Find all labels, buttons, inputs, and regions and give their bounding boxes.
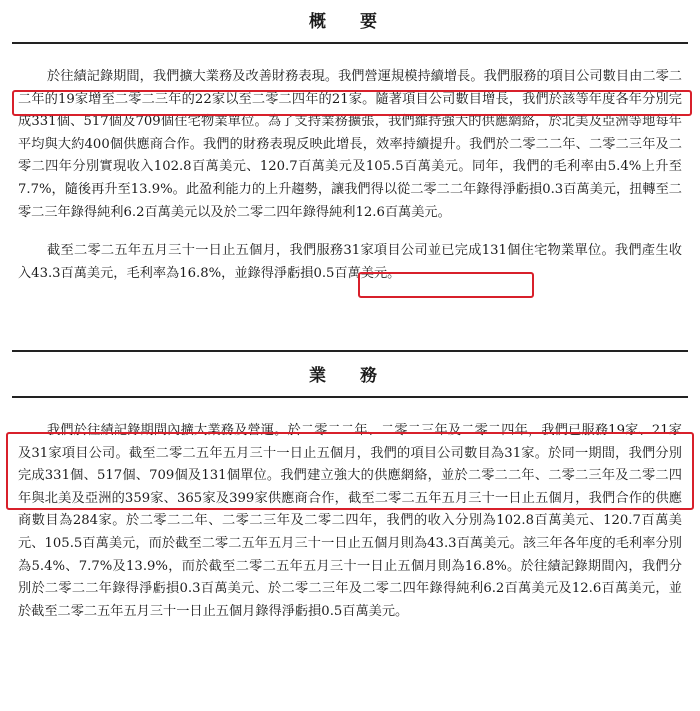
overview-paragraph-2: 截至二零二五年五月三十一日止五個月，我們服務31家項目公司並已完成131個住宅物業單位。我們產生收入43.3百萬美元，毛利率為16.8%，並錄得淨虧損0.5百萬美元。 bbox=[18, 243, 682, 281]
business-rule bbox=[12, 396, 688, 398]
business-paragraph-1: 我們於往績記錄期間內擴大業務及營運。於二零二二年、二零二三年及二零二四年，我們已服務19家、21家及31家項目公司。截至二零二五年五月三十一日止五個月，我們的項目公司數目為31家。於同一期間，我們分別完成331個、517個、709個及131個單位。我們建立強大的供應網絡，並於二零二二年、二零二三年及二零二四年與北美及亞洲的359家、365家及399家供應商合作，截至二零二五年五月三十一日止五個月，我們合作的供應商數目為284家。於二零二二年、二零二三年及二零二四年，我們的收入分別為102.8百萬美元、120.7百萬美元、105.5百萬美元，而於截至二零二五年五月三十一日止五個月則為43.3百萬美元。該三年各年度的毛利率分別為5.4%、7.7%及13.9%，而於截至二零二五年五月三十一日止五個月則為16.8%。於往績記錄期間內，我們分別於二零二二年錄得淨虧損0.3百萬美元、於二零二三年及二零二四年錄得純利6.2百萬美元及12.6百萬美元，並於截至二零二五年五月三十一日止五個月錄得淨虧損0.5百萬美元。 bbox=[18, 423, 682, 619]
business-section bbox=[12, 350, 688, 623]
overview-section bbox=[12, 8, 688, 285]
overview-title: 概 要 bbox=[309, 12, 391, 32]
business-top-rule bbox=[12, 350, 688, 352]
overview-rule bbox=[12, 42, 688, 44]
overview-paragraph-1: 於往績記錄期間，我們擴大業務及改善財務表現。我們營運規模持續增長。我們服務的項目公司數目由二零二二年的19家增至二零二三年的22家以至二零二四年的21家。隨著項目公司數目增長，我們於該等年度各年分別完成331個、517個及709個住宅物業單位。為了支持業務擴張，我們維持強大的供應網絡，於北美及亞洲等地每年平均與大約400個供應商合作。我們的財務表現反映此增長，效率持續提升。我們於二零二二年、二零二三年及二零二四年分別實現收入102.8百萬美元、120.7百萬美元及105.5百萬美元。同年，我們的毛利率由5.4%上升至7.7%，隨後再升至13.9%。此盈利能力的上升趨勢，讓我們得以從二零二二年錄得淨虧損0.3百萬美元，扭轉至二零二三年錄得純利6.2百萬美元以及於二零二四年錄得純利12.6百萬美元。 bbox=[18, 69, 682, 220]
business-title: 業 務 bbox=[309, 366, 391, 386]
